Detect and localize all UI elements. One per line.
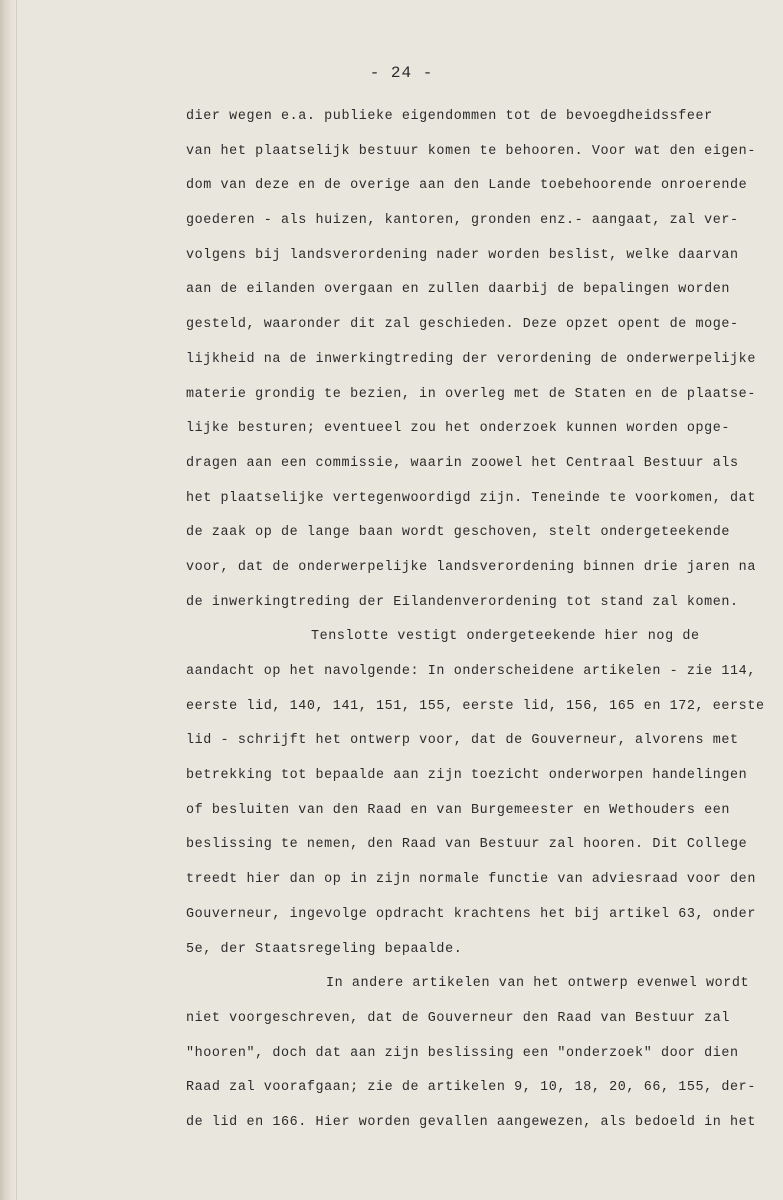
text-line: het plaatselijke vertegenwoordigd zijn. Teneinde te voorkomen, dat (186, 490, 756, 506)
paragraph-start-line: Tenslotte vestigt ondergeteekende hier nog de (311, 629, 700, 645)
text-line: lid - schrijft het ontwerp voor, dat de Gouverneur, alvorens met (186, 733, 739, 749)
text-line: of besluiten van den Raad en van Burgemeester en Wethouders een (186, 802, 731, 818)
text-line: Raad zal voorafgaan; zie de artikelen 9, 10, 18, 20, 66, 155, der- (186, 1080, 756, 1096)
text-line: materie grondig te bezien, in overleg met de Staten en de plaatse- (186, 386, 756, 402)
text-line: beslissing te nemen, den Raad van Bestuur zal hooren. Dit College (186, 837, 748, 853)
text-line: lijke besturen; eventueel zou het onderzoek kunnen worden opge- (186, 421, 731, 437)
text-line: dom van deze en de overige aan den Lande toebehoorende onroerende (186, 178, 748, 194)
page-number: - 24 - (369, 64, 434, 82)
text-line: lijkheid na de inwerkingtreding der verordening de onderwerpelijke (186, 351, 756, 367)
text-line: dier wegen e.a. publieke eigendommen tot de bevoegdheidssfeer (186, 109, 713, 124)
text-line: 5e, der Staatsregeling bepaalde. (186, 941, 463, 957)
text-line: aan de eilanden overgaan en zullen daarbij de bepalingen worden (186, 282, 731, 298)
text-line: de inwerkingtreding der Eilandenverordening tot stand zal komen. (186, 594, 739, 610)
text-line: van het plaatselijk bestuur komen te behooren. Voor wat den eigen- (186, 143, 756, 159)
text-line: goederen - als huizen, kantoren, gronden enz.- aangaat, zal ver- (186, 213, 739, 229)
text-line: volgens bij landsverordening nader worden beslist, welke daarvan (186, 247, 739, 263)
typewritten-body (186, 100, 765, 1141)
text-line: eerste lid, 140, 141, 151, 155, eerste lid, 156, 165 en 172, eerste (186, 698, 765, 714)
text-line: treedt hier dan op in zijn normale functie van adviesraad voor den (186, 872, 756, 888)
text-line: niet voorgeschreven, dat de Gouverneur den Raad van Bestuur zal (186, 1010, 731, 1026)
text-line: gesteld, waaronder dit zal geschieden. Deze opzet opent de moge- (186, 317, 739, 333)
page-binding-edge (0, 0, 16, 1200)
text-line: dragen aan een commissie, waarin zoowel het Centraal Bestuur als (186, 455, 739, 471)
paragraph-start-line: In andere artikelen van het ontwerp evenwel wordt (326, 976, 750, 992)
text-line: de lid en 166. Hier worden gevallen aangewezen, als bedoeld in het (186, 1114, 756, 1130)
text-line: aandacht op het navolgende: In onderscheidene artikelen - zie 114, (186, 664, 756, 679)
text-line: de zaak op de lange baan wordt geschoven, stelt ondergeteekende (186, 525, 731, 541)
text-line: voor, dat de onderwerpelijke landsverordening binnen drie jaren na (186, 559, 756, 575)
text-line: Gouverneur, ingevolge opdracht krachtens het bij artikel 63, onder (186, 906, 756, 922)
page-edge-line (16, 0, 17, 1200)
text-line: betrekking tot bepaalde aan zijn toezicht onderworpen handelingen (186, 768, 748, 784)
text-line: "hooren", doch dat aan zijn beslissing een "onderzoek" door dien (186, 1045, 739, 1061)
